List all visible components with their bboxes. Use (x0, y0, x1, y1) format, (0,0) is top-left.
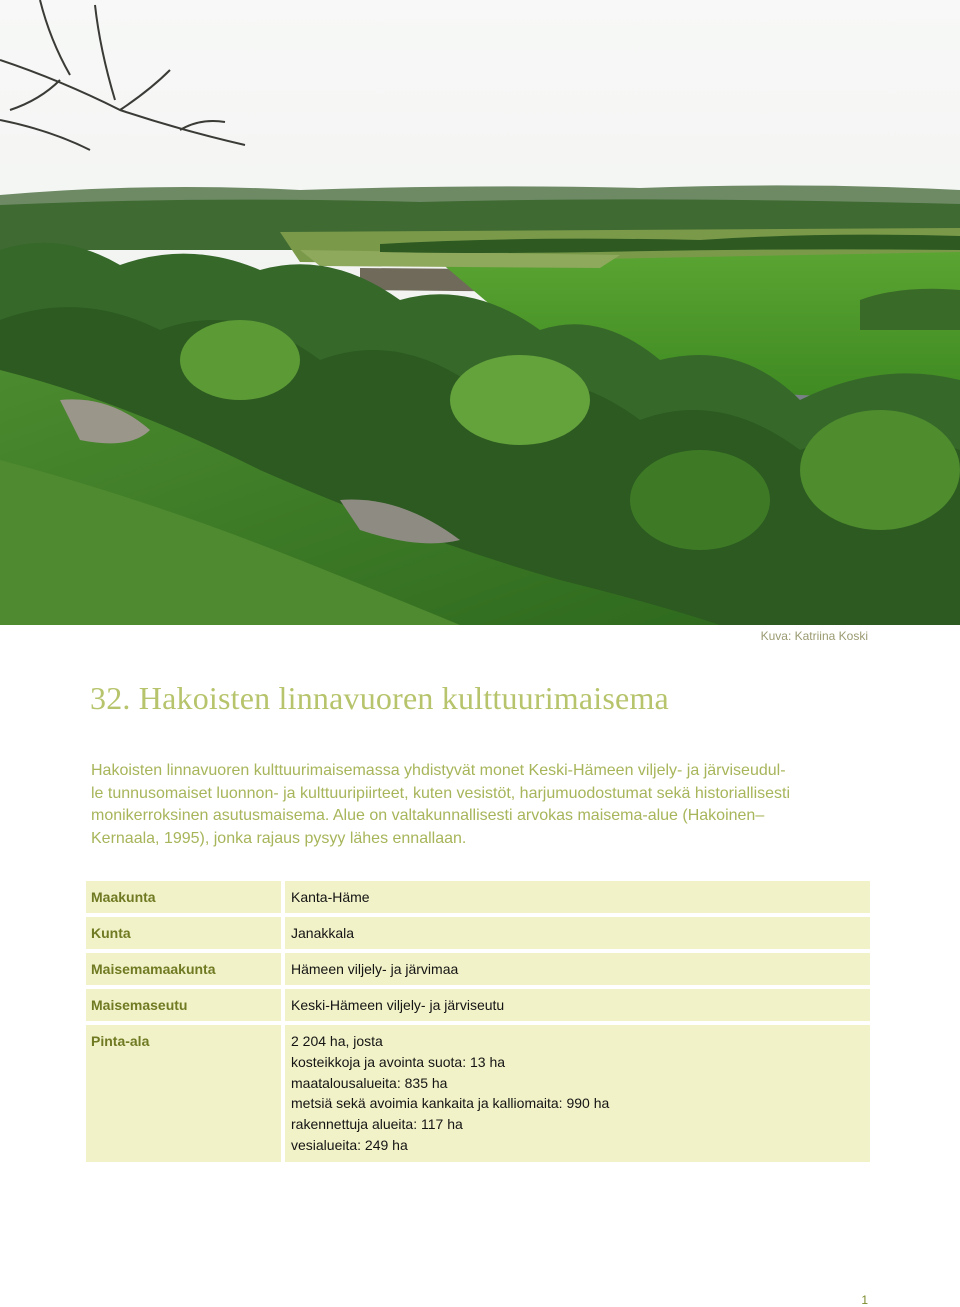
info-value: Hämeen viljely- ja järvimaa (281, 953, 870, 985)
intro-line: Kernaala, 1995), jonka rajaus pysyy lähes ennallaan. (91, 829, 467, 847)
info-value: Kanta-Häme (281, 881, 870, 913)
info-row-pinta-ala (86, 1025, 870, 1162)
intro-line: monikerroksinen asutusmaisema. Alue on valtakunnallisesti arvokas maisema-alue (Hakoinen– (91, 807, 765, 825)
area-line: maatalousalueita: 835 ha (291, 1074, 448, 1091)
area-line: metsiä sekä avoimia kankaita ja kalliomaita: 990 ha (291, 1095, 610, 1112)
info-row-maisemaseutu (86, 989, 870, 1021)
area-line: vesialueita: 249 ha (291, 1136, 408, 1153)
info-label: Kunta (86, 917, 281, 949)
info-row-maisemamaakunta (86, 953, 870, 985)
area-line: rakennettuja alueita: 117 ha (291, 1116, 463, 1133)
intro-line: le tunnusomaiset luonnon- ja kulttuuripiirteet, kuten vesistöt, harjumuodostumat sekä historiallisesti (91, 784, 791, 802)
intro-line: Hakoisten linnavuoren kulttuurimaisemassa yhdistyvät monet Keski-Hämeen viljely- ja järviseudul- (91, 762, 786, 779)
info-value (281, 1025, 870, 1162)
area-line: kosteikkoja ja avointa suota: 13 ha (291, 1053, 506, 1070)
info-value: Keski-Hämeen viljely- ja järviseutu (281, 989, 870, 1021)
page-title: 32. Hakoisten linnavuoren kulttuurimaisema (90, 680, 669, 716)
info-label: Pinta-ala (86, 1025, 281, 1162)
info-label: Maakunta (86, 881, 281, 913)
photo-credit: Kuva: Katriina Koski (760, 629, 868, 643)
area-line: 2 204 ha, josta (291, 1033, 383, 1049)
intro-paragraph (91, 760, 881, 850)
landscape-photo (0, 0, 960, 625)
info-value: Janakkala (281, 917, 870, 949)
info-row-maakunta (86, 881, 870, 913)
info-label: Maisemaseutu (86, 989, 281, 1021)
info-label: Maisemamaakunta (86, 953, 281, 985)
page-number: 1 (861, 1293, 868, 1307)
info-table (86, 877, 870, 1166)
info-row-kunta (86, 917, 870, 949)
